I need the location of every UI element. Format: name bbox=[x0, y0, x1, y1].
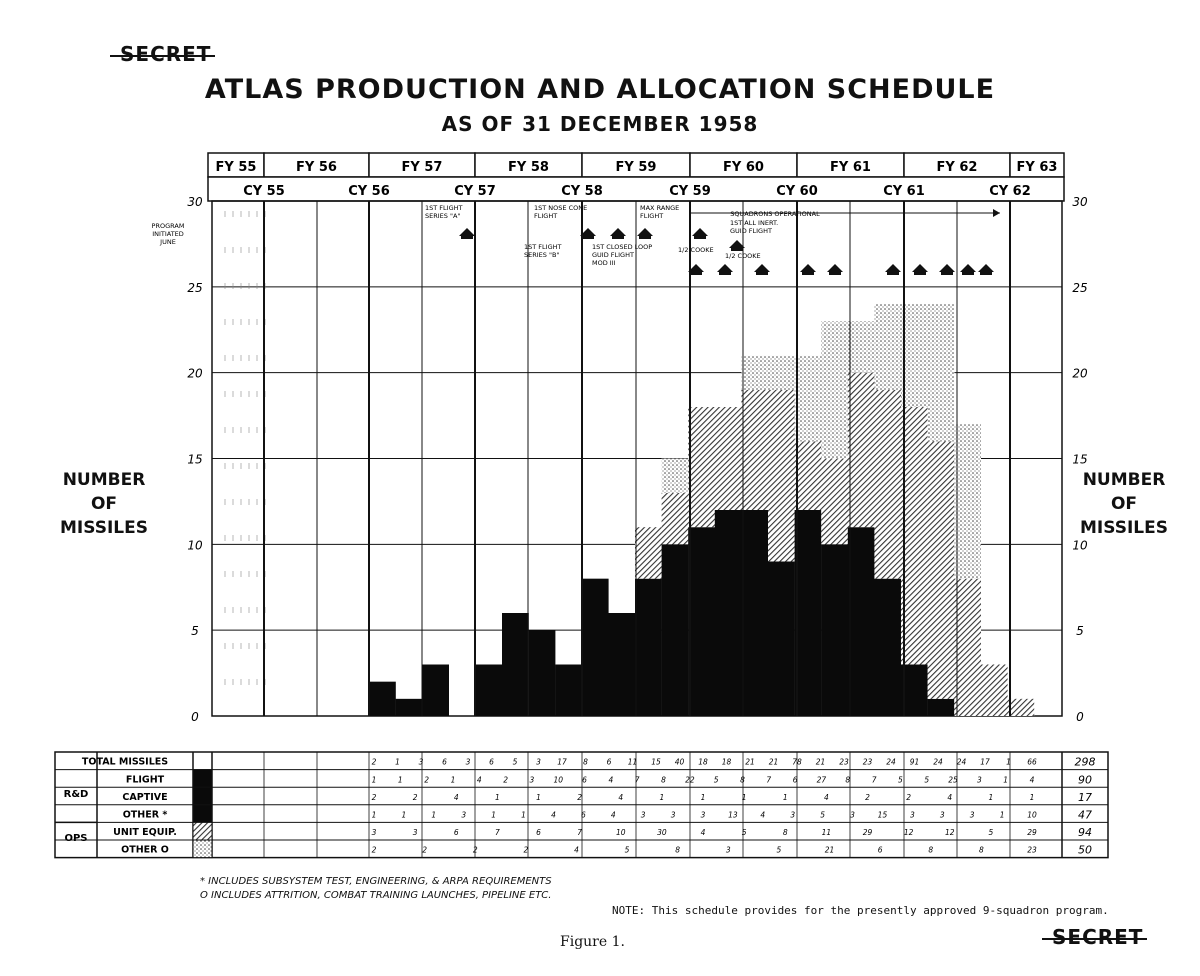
table-cell: 3 bbox=[670, 810, 676, 820]
table-cell: 1 bbox=[494, 792, 500, 802]
table-cell: 10 bbox=[1027, 810, 1037, 820]
annotation-closed-loop: GUID FLIGHT bbox=[592, 251, 634, 259]
table-cell: 2 bbox=[503, 775, 508, 785]
bar-unit-equip bbox=[635, 527, 662, 579]
table-cell: 30 bbox=[657, 828, 667, 838]
bar-rd bbox=[688, 527, 715, 716]
footnote-star: * INCLUDES SUBSYSTEM TEST, ENGINEERING, & ARPA REQUIREMENTS bbox=[200, 876, 552, 887]
bar-unit-equip bbox=[795, 441, 822, 510]
table-cell: 3 bbox=[700, 810, 706, 820]
table-cell: 4 bbox=[700, 828, 706, 838]
table-cell: 4 bbox=[610, 810, 616, 820]
table-cell: 3 bbox=[976, 775, 982, 785]
annotation-max-range: MAX RANGE bbox=[640, 204, 680, 212]
annotation-first-nose-cone: 1ST NOSE CONE bbox=[534, 204, 588, 212]
table-cell: 1 bbox=[1006, 757, 1011, 767]
table-cell: 1 bbox=[741, 792, 747, 802]
table-cell: 6 bbox=[536, 828, 541, 838]
table-cell: 22 bbox=[685, 775, 695, 785]
bar-unit-equip bbox=[662, 493, 689, 545]
annotation-program-initiated: INITIATED bbox=[152, 230, 184, 238]
bars-group bbox=[369, 304, 1034, 716]
table-cell: 91 bbox=[909, 757, 920, 767]
bar-unit-equip bbox=[874, 390, 901, 579]
table-cell: 10 bbox=[615, 828, 626, 838]
y-tick-right: 10 bbox=[1072, 538, 1088, 553]
annotation-squadrons: SQUADRONS OPERATIONAL bbox=[730, 210, 820, 218]
table-cell: 6 bbox=[606, 757, 612, 767]
table-cell: 29 bbox=[1027, 828, 1037, 838]
annotation-max-range: FLIGHT bbox=[640, 212, 664, 220]
annotation-first-flight-a: 1ST FLIGHT bbox=[425, 204, 463, 212]
milestone-marker bbox=[978, 264, 994, 275]
bar-unit-equip bbox=[1007, 699, 1034, 716]
annotation-closed-loop: MOD III bbox=[592, 259, 616, 267]
table-cell: 4 bbox=[760, 810, 766, 820]
y-tick-right: 5 bbox=[1076, 624, 1084, 639]
secret-stamp-bottom: SECRET bbox=[1052, 925, 1144, 949]
table-cell: 15 bbox=[651, 757, 661, 767]
table-cell: 40 bbox=[674, 757, 685, 767]
squadrons-arrowhead bbox=[993, 209, 1000, 217]
y-axis-label-right: NUMBER OF MISSILES bbox=[1080, 470, 1168, 538]
table-cell: 4 bbox=[618, 792, 624, 802]
milestone-marker bbox=[637, 228, 653, 239]
table-cell: 27 bbox=[816, 775, 827, 785]
bar-rd bbox=[502, 613, 529, 716]
table-cell: 7 bbox=[871, 775, 877, 785]
table-cell: 1 bbox=[371, 775, 377, 785]
table-cell: 6 bbox=[580, 810, 586, 820]
schedule-note: NOTE: This schedule provides for the presently approved 9-squadron program. bbox=[612, 904, 1109, 917]
table-cell: 1 bbox=[397, 775, 403, 785]
table-cell: 7 bbox=[577, 828, 583, 838]
bar-rd bbox=[848, 527, 875, 716]
milestone-marker bbox=[912, 264, 928, 275]
cy-label: CY 55 bbox=[243, 184, 285, 199]
bar-ops-other bbox=[954, 424, 981, 578]
annotation-first-flight-a: SERIES "A" bbox=[425, 212, 461, 220]
table-cell: 1 bbox=[491, 810, 497, 820]
legend-swatch bbox=[193, 840, 212, 858]
table-cell: 1 bbox=[999, 810, 1005, 820]
table-cell: 3 bbox=[850, 810, 855, 820]
bar-ops-other bbox=[848, 321, 875, 373]
table-cell: 8 bbox=[978, 845, 984, 855]
cy-label: CY 61 bbox=[883, 184, 925, 199]
table-cell: 3 bbox=[418, 757, 424, 767]
table-cell: 11 bbox=[627, 757, 638, 767]
legend-swatch bbox=[193, 770, 212, 788]
table-cell: 8 bbox=[740, 775, 745, 785]
fiscal-year-header bbox=[208, 153, 1064, 177]
bar-rd bbox=[369, 682, 396, 716]
bar-rd bbox=[529, 630, 556, 716]
table-cell: 2 bbox=[577, 792, 583, 802]
fy-label: FY 58 bbox=[508, 160, 549, 175]
cy-label: CY 58 bbox=[561, 184, 603, 199]
table-cell: 1 bbox=[659, 792, 665, 802]
y-tick-left: 20 bbox=[187, 366, 203, 381]
table-cell: 1 bbox=[431, 810, 437, 820]
bar-rd bbox=[741, 510, 768, 716]
milestone-marker bbox=[692, 228, 708, 239]
table-cell: 23 bbox=[1027, 845, 1037, 855]
y-tick-left: 5 bbox=[191, 624, 199, 639]
table-cell: 7 bbox=[634, 775, 640, 785]
table-cell: 1 bbox=[1029, 792, 1035, 802]
table-cell: 4 bbox=[476, 775, 482, 785]
annotation-closed-loop: 1ST CLOSED LOOP bbox=[592, 243, 653, 251]
milestone-marker bbox=[800, 264, 816, 275]
table-cell: 24 bbox=[956, 757, 967, 767]
row-label: OTHER O bbox=[121, 844, 169, 856]
table-cell: 3 bbox=[969, 810, 975, 820]
bar-rd bbox=[555, 665, 582, 717]
table-cell: 5 bbox=[820, 810, 826, 820]
table-cell: 17 bbox=[980, 757, 990, 767]
bar-rd bbox=[608, 613, 635, 716]
bar-rd bbox=[396, 699, 423, 716]
row-label: UNIT EQUIP. bbox=[113, 827, 177, 839]
table-cell: 8 bbox=[782, 828, 788, 838]
milestone-marker bbox=[717, 264, 733, 275]
bar-unit-equip bbox=[901, 407, 928, 665]
table-cell: 5 bbox=[776, 845, 782, 855]
fy-label: FY 63 bbox=[1016, 160, 1058, 175]
table-cell: 4 bbox=[574, 845, 579, 855]
y-tick-left: 10 bbox=[187, 538, 203, 553]
legend-swatch bbox=[193, 787, 212, 805]
table-cell: 6 bbox=[877, 845, 883, 855]
table-cell: 5 bbox=[988, 828, 994, 838]
table-cell: 6 bbox=[489, 757, 494, 767]
cy-label: CY 60 bbox=[776, 184, 818, 199]
bar-rd bbox=[422, 665, 449, 717]
bar-unit-equip bbox=[715, 407, 742, 510]
data-table bbox=[55, 752, 1108, 858]
table-cell: 5 bbox=[741, 828, 747, 838]
table-cell: 11 bbox=[821, 828, 832, 838]
table-cell: 17 bbox=[557, 757, 567, 767]
table-cell: 2 bbox=[412, 792, 418, 802]
bar-rd bbox=[821, 544, 848, 716]
table-cell: 3 bbox=[640, 810, 646, 820]
table-cell: 7 bbox=[766, 775, 772, 785]
cy-label: CY 56 bbox=[348, 184, 390, 199]
cy-label: CY 62 bbox=[989, 184, 1031, 199]
table-cell: 12 bbox=[903, 828, 914, 838]
y-tick-left: 0 bbox=[191, 710, 199, 724]
row-total: 17 bbox=[1078, 790, 1092, 804]
bar-unit-equip bbox=[954, 579, 981, 716]
table-cell: 1 bbox=[782, 792, 788, 802]
table-cell: 13 bbox=[728, 810, 738, 820]
table-cell: 10 bbox=[553, 775, 564, 785]
milestone-marker bbox=[459, 228, 475, 239]
milestone-marker bbox=[939, 264, 955, 275]
table-cell: 2 bbox=[371, 757, 377, 767]
table-cell: 1 bbox=[536, 792, 541, 802]
bar-rd bbox=[768, 562, 795, 717]
table-cell: 21 bbox=[824, 845, 835, 855]
bar-unit-equip bbox=[768, 390, 795, 562]
table-cell: 3 bbox=[725, 845, 731, 855]
table-cell: 24 bbox=[933, 757, 943, 767]
bar-ops-other bbox=[901, 304, 928, 407]
table-cell: 1 bbox=[700, 792, 706, 802]
table-cell: 8 bbox=[845, 775, 851, 785]
bar-unit-equip bbox=[821, 459, 848, 545]
legend-swatch bbox=[193, 805, 212, 823]
table-cell: 3 bbox=[790, 810, 796, 820]
bar-rd bbox=[475, 665, 502, 717]
chart-subtitle: AS OF 31 DECEMBER 1958 bbox=[441, 112, 759, 136]
fy-label: FY 61 bbox=[830, 160, 871, 175]
bar-unit-equip bbox=[928, 441, 955, 699]
table-cell: 4 bbox=[551, 810, 556, 820]
table-cell: 5 bbox=[924, 775, 930, 785]
table-cell: 4 bbox=[823, 792, 829, 802]
figure-caption: Figure 1. bbox=[560, 934, 625, 950]
table-cell: 6 bbox=[442, 757, 447, 767]
bar-rd bbox=[635, 579, 662, 716]
table-cell: 8 bbox=[928, 845, 934, 855]
table-cell: 2 bbox=[422, 845, 428, 855]
milestone-marker bbox=[885, 264, 901, 275]
row-total: 90 bbox=[1078, 773, 1092, 787]
footnote-circle: O INCLUDES ATTRITION, COMBAT TRAINING LAUNCHES, PIPELINE ETC. bbox=[200, 890, 552, 901]
table-cell: 2 bbox=[472, 845, 478, 855]
table-cell: 3 bbox=[536, 757, 541, 767]
table-cell: 1 bbox=[401, 810, 407, 820]
table-cell: 21 bbox=[745, 757, 755, 767]
table-cell: 5 bbox=[898, 775, 903, 785]
table-cell: 18 bbox=[721, 757, 732, 767]
table-cell: 8 bbox=[675, 845, 681, 855]
table-cell: 3 bbox=[371, 828, 377, 838]
table-cell: 2 bbox=[906, 792, 912, 802]
annotation-all-inert: 1ST ALL INERT. bbox=[730, 219, 779, 227]
annotation-first-flight-b: SERIES "B" bbox=[524, 251, 560, 259]
row-total: 50 bbox=[1078, 843, 1092, 857]
y-axis-label-left: NUMBER OF MISSILES bbox=[60, 470, 148, 538]
y-tick-right: 20 bbox=[1072, 366, 1088, 381]
table-cell: 4 bbox=[453, 792, 459, 802]
annotation-first-flight-b: 1ST FLIGHT bbox=[524, 243, 562, 251]
bar-unit-equip bbox=[848, 373, 875, 527]
fy-label: FY 62 bbox=[936, 160, 978, 175]
chart-title: ATLAS PRODUCTION AND ALLOCATION SCHEDULE bbox=[204, 74, 996, 105]
group-rd: R&D bbox=[63, 788, 89, 800]
y-tick-left: 30 bbox=[187, 195, 203, 209]
bar-ops-other bbox=[662, 459, 689, 493]
bar-ops-other bbox=[741, 356, 768, 390]
group-ops: OPS bbox=[64, 832, 88, 844]
table-cell: 23 bbox=[839, 757, 849, 767]
table-cell: 3 bbox=[939, 810, 945, 820]
fy-label: FY 56 bbox=[296, 160, 337, 175]
table-cell: 1 bbox=[1003, 775, 1009, 785]
table-cell: 2 bbox=[523, 845, 529, 855]
bar-unit-equip bbox=[688, 407, 715, 527]
table-cell: 3 bbox=[412, 828, 418, 838]
table-cell: 2 bbox=[371, 792, 377, 802]
y-tick-right: 0 bbox=[1076, 710, 1084, 724]
fy-label: FY 57 bbox=[401, 160, 443, 175]
y-tick-left: 25 bbox=[187, 280, 203, 295]
cy-row bbox=[208, 177, 1064, 201]
table-cell: 21 bbox=[815, 757, 826, 767]
table-cell: 2 bbox=[371, 845, 377, 855]
table-cell: 8 bbox=[661, 775, 666, 785]
bar-ops-other bbox=[821, 321, 848, 458]
table-cell: 2 bbox=[424, 775, 430, 785]
annotation-all-inert: GUID FLIGHT bbox=[730, 227, 772, 235]
table-cell: 78 bbox=[792, 757, 802, 767]
bar-rd bbox=[582, 579, 609, 716]
row-label: OTHER * bbox=[122, 809, 168, 821]
secret-stamp-top: SECRET bbox=[120, 42, 212, 66]
table-cell: 1 bbox=[450, 775, 456, 785]
y-tick-left: 15 bbox=[187, 452, 203, 467]
table-cell: 3 bbox=[461, 810, 467, 820]
calendar-year-header bbox=[208, 177, 1064, 201]
table-cell: 6 bbox=[453, 828, 459, 838]
table-cell: 18 bbox=[698, 757, 708, 767]
cy-label: CY 57 bbox=[454, 184, 496, 199]
table-cell: 66 bbox=[1027, 757, 1037, 767]
table-cell: 8 bbox=[583, 757, 588, 767]
table-cell: 4 bbox=[608, 775, 614, 785]
table-cell: 2 bbox=[865, 792, 870, 802]
table-cell: 6 bbox=[582, 775, 587, 785]
y-tick-right: 30 bbox=[1072, 195, 1088, 209]
row-label: CAPTIVE bbox=[122, 791, 168, 803]
bar-ops-other bbox=[874, 304, 901, 390]
bar-rd bbox=[662, 544, 689, 716]
bar-rd bbox=[795, 510, 822, 716]
legend-swatch bbox=[193, 822, 212, 840]
milestone-marker bbox=[960, 264, 976, 275]
fy-label: FY 55 bbox=[215, 160, 257, 175]
table-cell: 3 bbox=[909, 810, 915, 820]
table-cell: 1 bbox=[371, 810, 377, 820]
table-cell: 12 bbox=[944, 828, 955, 838]
row-total: 94 bbox=[1078, 826, 1092, 840]
table-cell: 15 bbox=[877, 810, 888, 820]
table-cell: 29 bbox=[862, 828, 873, 838]
table-cell: 1 bbox=[395, 757, 400, 767]
table-cell: 4 bbox=[1029, 775, 1035, 785]
annotation-cooke-1: 1/2 COOKE bbox=[678, 246, 714, 254]
bar-unit-equip bbox=[981, 665, 1008, 717]
bar-unit-equip bbox=[741, 390, 768, 510]
bar-ops-other bbox=[768, 356, 795, 390]
annotation-cooke-2: 1/2 COOKE bbox=[725, 252, 761, 260]
cy-label: CY 59 bbox=[669, 184, 711, 199]
row-label: TOTAL MISSILES bbox=[81, 756, 169, 768]
bar-ops-other bbox=[795, 356, 822, 442]
table-cell: 25 bbox=[948, 775, 958, 785]
table-cell: 5 bbox=[624, 845, 630, 855]
table-cell: 21 bbox=[768, 757, 779, 767]
table-cell: 3 bbox=[529, 775, 535, 785]
annotation-first-nose-cone: FLIGHT bbox=[534, 212, 558, 220]
y-tick-right: 15 bbox=[1072, 452, 1088, 467]
bar-rd bbox=[928, 699, 955, 716]
row-label: FLIGHT bbox=[125, 774, 165, 786]
fy-label: FY 59 bbox=[615, 160, 657, 175]
table-cell: 3 bbox=[465, 757, 471, 767]
bar-rd bbox=[901, 665, 928, 717]
table-cell: 5 bbox=[713, 775, 719, 785]
row-total: 47 bbox=[1078, 808, 1092, 822]
annotation-program-initiated: PROGRAM bbox=[151, 222, 185, 230]
table-cell: 1 bbox=[521, 810, 526, 820]
table-cell: 24 bbox=[886, 757, 896, 767]
bar-ops-other bbox=[928, 304, 955, 441]
milestone-marker bbox=[827, 264, 843, 275]
y-tick-right: 25 bbox=[1072, 280, 1088, 295]
table-cell: 6 bbox=[792, 775, 798, 785]
milestone-marker bbox=[610, 228, 626, 239]
annotations bbox=[152, 204, 1000, 275]
row-total: 298 bbox=[1074, 755, 1096, 769]
bar-rd bbox=[874, 579, 901, 716]
table-cell: 1 bbox=[988, 792, 994, 802]
bar-rd bbox=[715, 510, 742, 716]
table-cell: 4 bbox=[947, 792, 953, 802]
fy-label: FY 60 bbox=[723, 160, 764, 175]
annotation-program-initiated: JUNE bbox=[160, 238, 176, 246]
table-cell: 5 bbox=[512, 757, 518, 767]
milestone-marker bbox=[754, 264, 770, 275]
table-cell: 7 bbox=[494, 828, 500, 838]
table-cell: 23 bbox=[862, 757, 873, 767]
